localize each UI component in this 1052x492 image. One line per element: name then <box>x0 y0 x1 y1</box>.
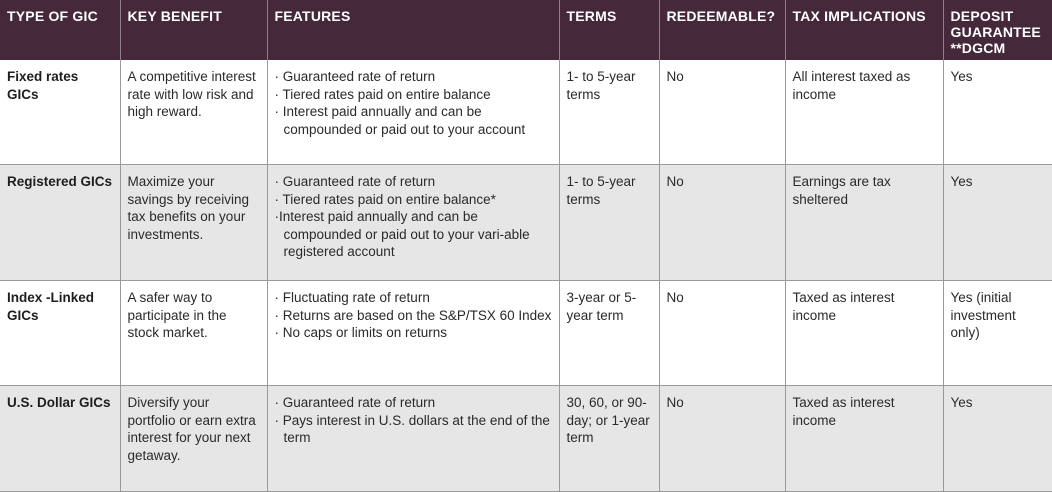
cell-terms: 1- to 5-year terms <box>559 60 659 165</box>
header-tax-implications: TAX IMPLICATIONS <box>785 0 943 60</box>
feature-item: · Guaranteed rate of return <box>274 174 436 190</box>
cell-features <box>267 281 559 386</box>
header-row <box>0 0 1052 60</box>
cell-features <box>267 386 559 492</box>
header-features: FEATURES <box>267 0 559 60</box>
cell-tax: Taxed as interest income <box>785 386 943 492</box>
cell-benefit: A competitive interest rate with low risk and high reward. <box>120 60 267 165</box>
cell-type: U.S. Dollar GICs <box>0 386 120 492</box>
header-terms: TERMS <box>559 0 659 60</box>
cell-type: Fixed rates GICs <box>0 60 120 165</box>
cell-benefit: Maximize your savings by receiving tax benefits on your investments. <box>120 165 267 281</box>
feature-item: · No caps or limits on returns <box>274 325 448 341</box>
cell-type: Index -Linked GICs <box>0 281 120 386</box>
cell-redeemable: No <box>659 165 785 281</box>
feature-item: · Tiered rates paid on entire balance* <box>274 191 496 207</box>
cell-terms: 30, 60, or 90-day; or 1-year term <box>559 386 659 492</box>
feature-item: · Pays interest in U.S. dollars at the end of the term <box>274 412 550 446</box>
cell-benefit: A safer way to participate in the stock market. <box>120 281 267 386</box>
feature-item: · Returns are based on the S&P/TSX 60 Index <box>274 307 552 323</box>
feature-item: · Guaranteed rate of return <box>274 69 436 84</box>
cell-features <box>267 60 559 165</box>
header-type-of-gic: TYPE OF GIC <box>0 0 120 60</box>
cell-terms: 1- to 5-year terms <box>559 165 659 281</box>
feature-item: · Fluctuating rate of return <box>274 290 430 306</box>
feature-item: · Guaranteed rate of return <box>274 395 436 411</box>
header-redeemable: REDEEMABLE? <box>659 0 785 60</box>
table-row <box>0 386 1052 492</box>
table-row <box>0 60 1052 165</box>
cell-guarantee: Yes <box>943 60 1052 165</box>
cell-guarantee: Yes (initial investment only) <box>943 281 1052 386</box>
cell-redeemable: No <box>659 60 785 165</box>
feature-item: · Interest paid annually and can be compounded or paid out to your account <box>274 104 526 137</box>
feature-item: · Tiered rates paid on entire balance <box>274 86 491 102</box>
cell-type: Registered GICs <box>0 165 120 281</box>
cell-guarantee: Yes <box>943 165 1052 281</box>
cell-features <box>267 165 559 281</box>
header-key-benefit: KEY BENEFIT <box>120 0 267 60</box>
cell-tax: Earnings are tax sheltered <box>785 165 943 281</box>
table-row <box>0 165 1052 281</box>
cell-redeemable: No <box>659 386 785 492</box>
cell-terms: 3-year or 5-year term <box>559 281 659 386</box>
cell-tax: All interest taxed as income <box>785 60 943 165</box>
cell-tax: Taxed as interest income <box>785 281 943 386</box>
cell-guarantee: Yes <box>943 386 1052 492</box>
header-deposit-guarantee: DEPOSIT GUARANTEE **DGCM <box>943 0 1052 60</box>
feature-item: ·Interest paid annually and can be compounded or paid out to your vari-able registered account <box>274 209 530 260</box>
cell-redeemable: No <box>659 281 785 386</box>
cell-benefit: Diversify your portfolio or earn extra interest for your next getaway. <box>120 386 267 492</box>
table-row <box>0 281 1052 386</box>
